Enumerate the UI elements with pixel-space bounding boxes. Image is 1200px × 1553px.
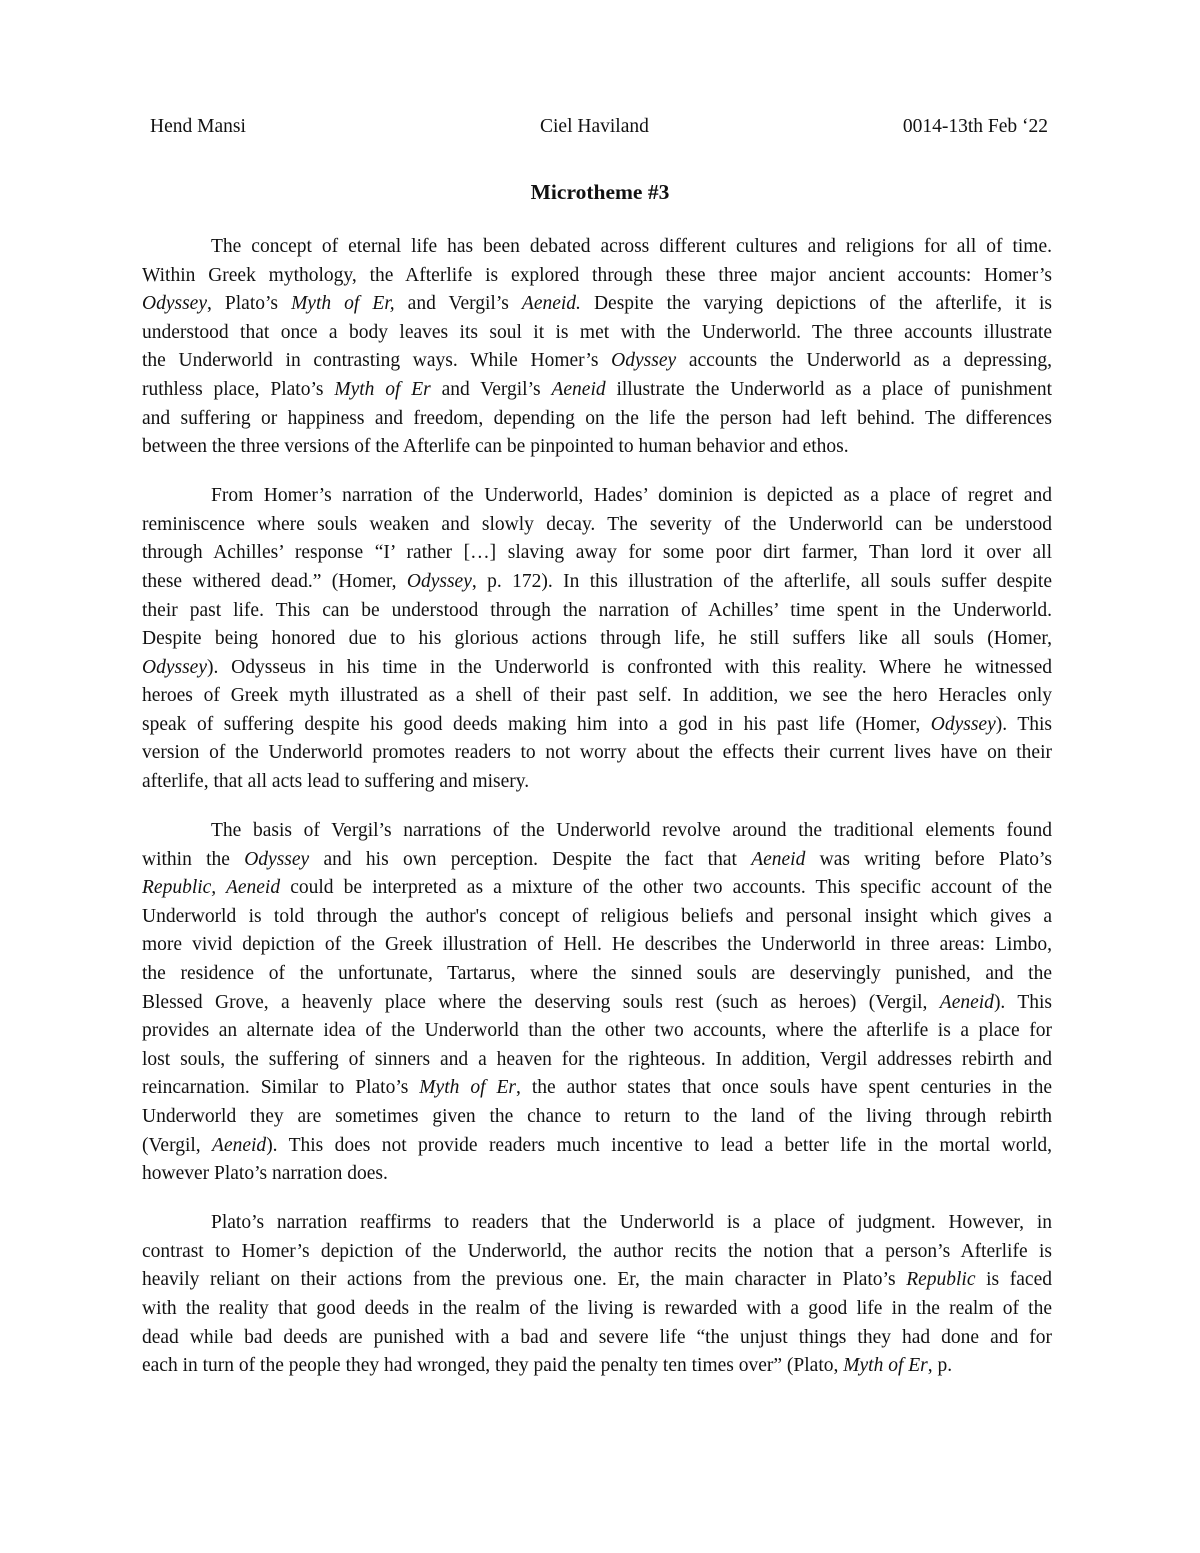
text-line: reincarnation. Similar to Plato’s Myth of Er, the author states that once souls have spent centuries in the: [142, 1077, 1052, 1099]
text-line: more vivid depiction of the Greek illustration of Hell. He describes the Underworld in three areas: Limbo,: [142, 934, 1052, 956]
student-name: Hend Mansi: [150, 116, 246, 137]
text-line: Underworld they are sometimes given the chance to return to the land of the living through rebirth: [142, 1106, 1052, 1127]
instructor-name: Ciel Haviland: [540, 116, 649, 137]
course-date: 0014-13th Feb ‘22: [902, 116, 1048, 137]
text-line: provides an alternate idea of the Underworld than the other two accounts, where the afterlife is a place for: [142, 1020, 1052, 1042]
text-line: Within Greek mythology, the Afterlife is explored through these three major ancient accounts: Homer’s: [142, 264, 1052, 286]
text-line: reminiscence where souls weaken and slowly decay. The severity of the Underworld can be understood: [142, 513, 1052, 535]
text-line: Despite being honored due to his glorious actions through life, he still suffers like all souls (Homer,: [142, 628, 1052, 650]
text-line: (Vergil, Aeneid). This does not provide readers much incentive to lead a better life in the mortal world,: [142, 1134, 1052, 1156]
text-line: speak of suffering despite his good deeds making him into a god in his past life (Homer, Odyssey). This: [142, 713, 1052, 735]
text-line: understood that once a body leaves its soul it is met with the Underworld. The three accounts illustrate: [142, 321, 1052, 343]
text-line: contrast to Homer’s depiction of the Underworld, the author recits the notion that a person’s Afterlife is: [142, 1240, 1052, 1262]
text-line: Plato’s narration reaffirms to readers that the Underworld is a place of judgment. However, in: [211, 1212, 1052, 1234]
text-line: however Plato’s narration does.: [142, 1163, 388, 1185]
text-line: version of the Underworld promotes readers to not worry about the effects their current lives have on their: [142, 742, 1052, 764]
paragraph: [142, 233, 1052, 462]
text-line: afterlife, that all acts lead to suffering and misery.: [142, 771, 530, 793]
paragraph: [142, 817, 1052, 1189]
essay-body: [142, 233, 1052, 1401]
text-line: From Homer’s narration of the Underworld, Hades’ dominion is depicted as a place of regret and: [211, 485, 1052, 507]
text-line: their past life. This can be understood through the narration of Achilles’ time spent in the Underworld.: [142, 599, 1052, 621]
text-line: these withered dead.” (Homer, Odyssey, p. 172). In this illustration of the afterlife, all souls suffer despite: [142, 570, 1052, 592]
text-line: heavily reliant on their actions from the previous one. Er, the main character in Plato’s Republic is faced: [142, 1269, 1052, 1291]
paragraph: [142, 482, 1052, 797]
text-line: the Underworld in contrasting ways. While Homer’s Odyssey accounts the Underworld as a depressing,: [142, 350, 1053, 372]
text-line: and suffering or happiness and freedom, depending on the life the person had left behind. The differences: [142, 407, 1052, 429]
text-line: between the three versions of the Afterlife can be pinpointed to human behavior and ethos.: [142, 436, 849, 458]
text-line: Odyssey). Odysseus in his time in the Underworld is confronted with this reality. Where he witnessed: [142, 656, 1052, 678]
text-line: Republic, Aeneid could be interpreted as a mixture of the other two accounts. This specific account of the: [142, 877, 1052, 899]
text-line: the residence of the unfortunate, Tartarus, where the sinned souls are deservingly punished, and the: [142, 963, 1052, 985]
text-line: heroes of Greek myth illustrated as a shell of their past self. In addition, we see the hero Heracles only: [142, 685, 1052, 707]
text-line: The basis of Vergil’s narrations of the Underworld revolve around the traditional elements found: [211, 820, 1052, 842]
text-line: within the Odyssey and his own perception. Despite the fact that Aeneid was writing before Plato’s: [142, 848, 1052, 870]
header-row: [150, 112, 1048, 142]
text-line: each in turn of the people they had wronged, they paid the penalty ten times over” (Plato, Myth of Er, p.: [142, 1355, 953, 1377]
text-line: ruthless place, Plato’s Myth of Er and Vergil’s Aeneid illustrate the Underworld as a place of punishment: [142, 378, 1052, 400]
paragraph: [142, 1209, 1052, 1381]
text-line: Odyssey, Plato’s Myth of Er, and Vergil’s Aeneid. Despite the varying depictions of the afterlife, it is: [142, 293, 1052, 315]
text-line: The concept of eternal life has been debated across different cultures and religions for all of time.: [211, 236, 1052, 257]
document-title: Microtheme #3: [530, 180, 670, 204]
text-line: through Achilles’ response “I’ rather […] slaving away for some poor dirt farmer, Than lord it over all: [142, 542, 1052, 564]
text-line: with the reality that good deeds in the realm of the living is rewarded with a good life in the realm of the: [142, 1297, 1052, 1319]
text-line: Underworld is told through the author's concept of religious beliefs and personal insight which gives a: [142, 905, 1052, 927]
text-line: dead while bad deeds are punished with a bad and severe life “the unjust things they had done and for: [142, 1326, 1052, 1348]
text-line: Blessed Grove, a heavenly place where the deserving souls rest (such as heroes) (Vergil, Aeneid). This: [142, 991, 1052, 1013]
text-line: lost souls, the suffering of sinners and a heaven for the righteous. In addition, Vergil addresses rebirth and: [142, 1048, 1052, 1070]
